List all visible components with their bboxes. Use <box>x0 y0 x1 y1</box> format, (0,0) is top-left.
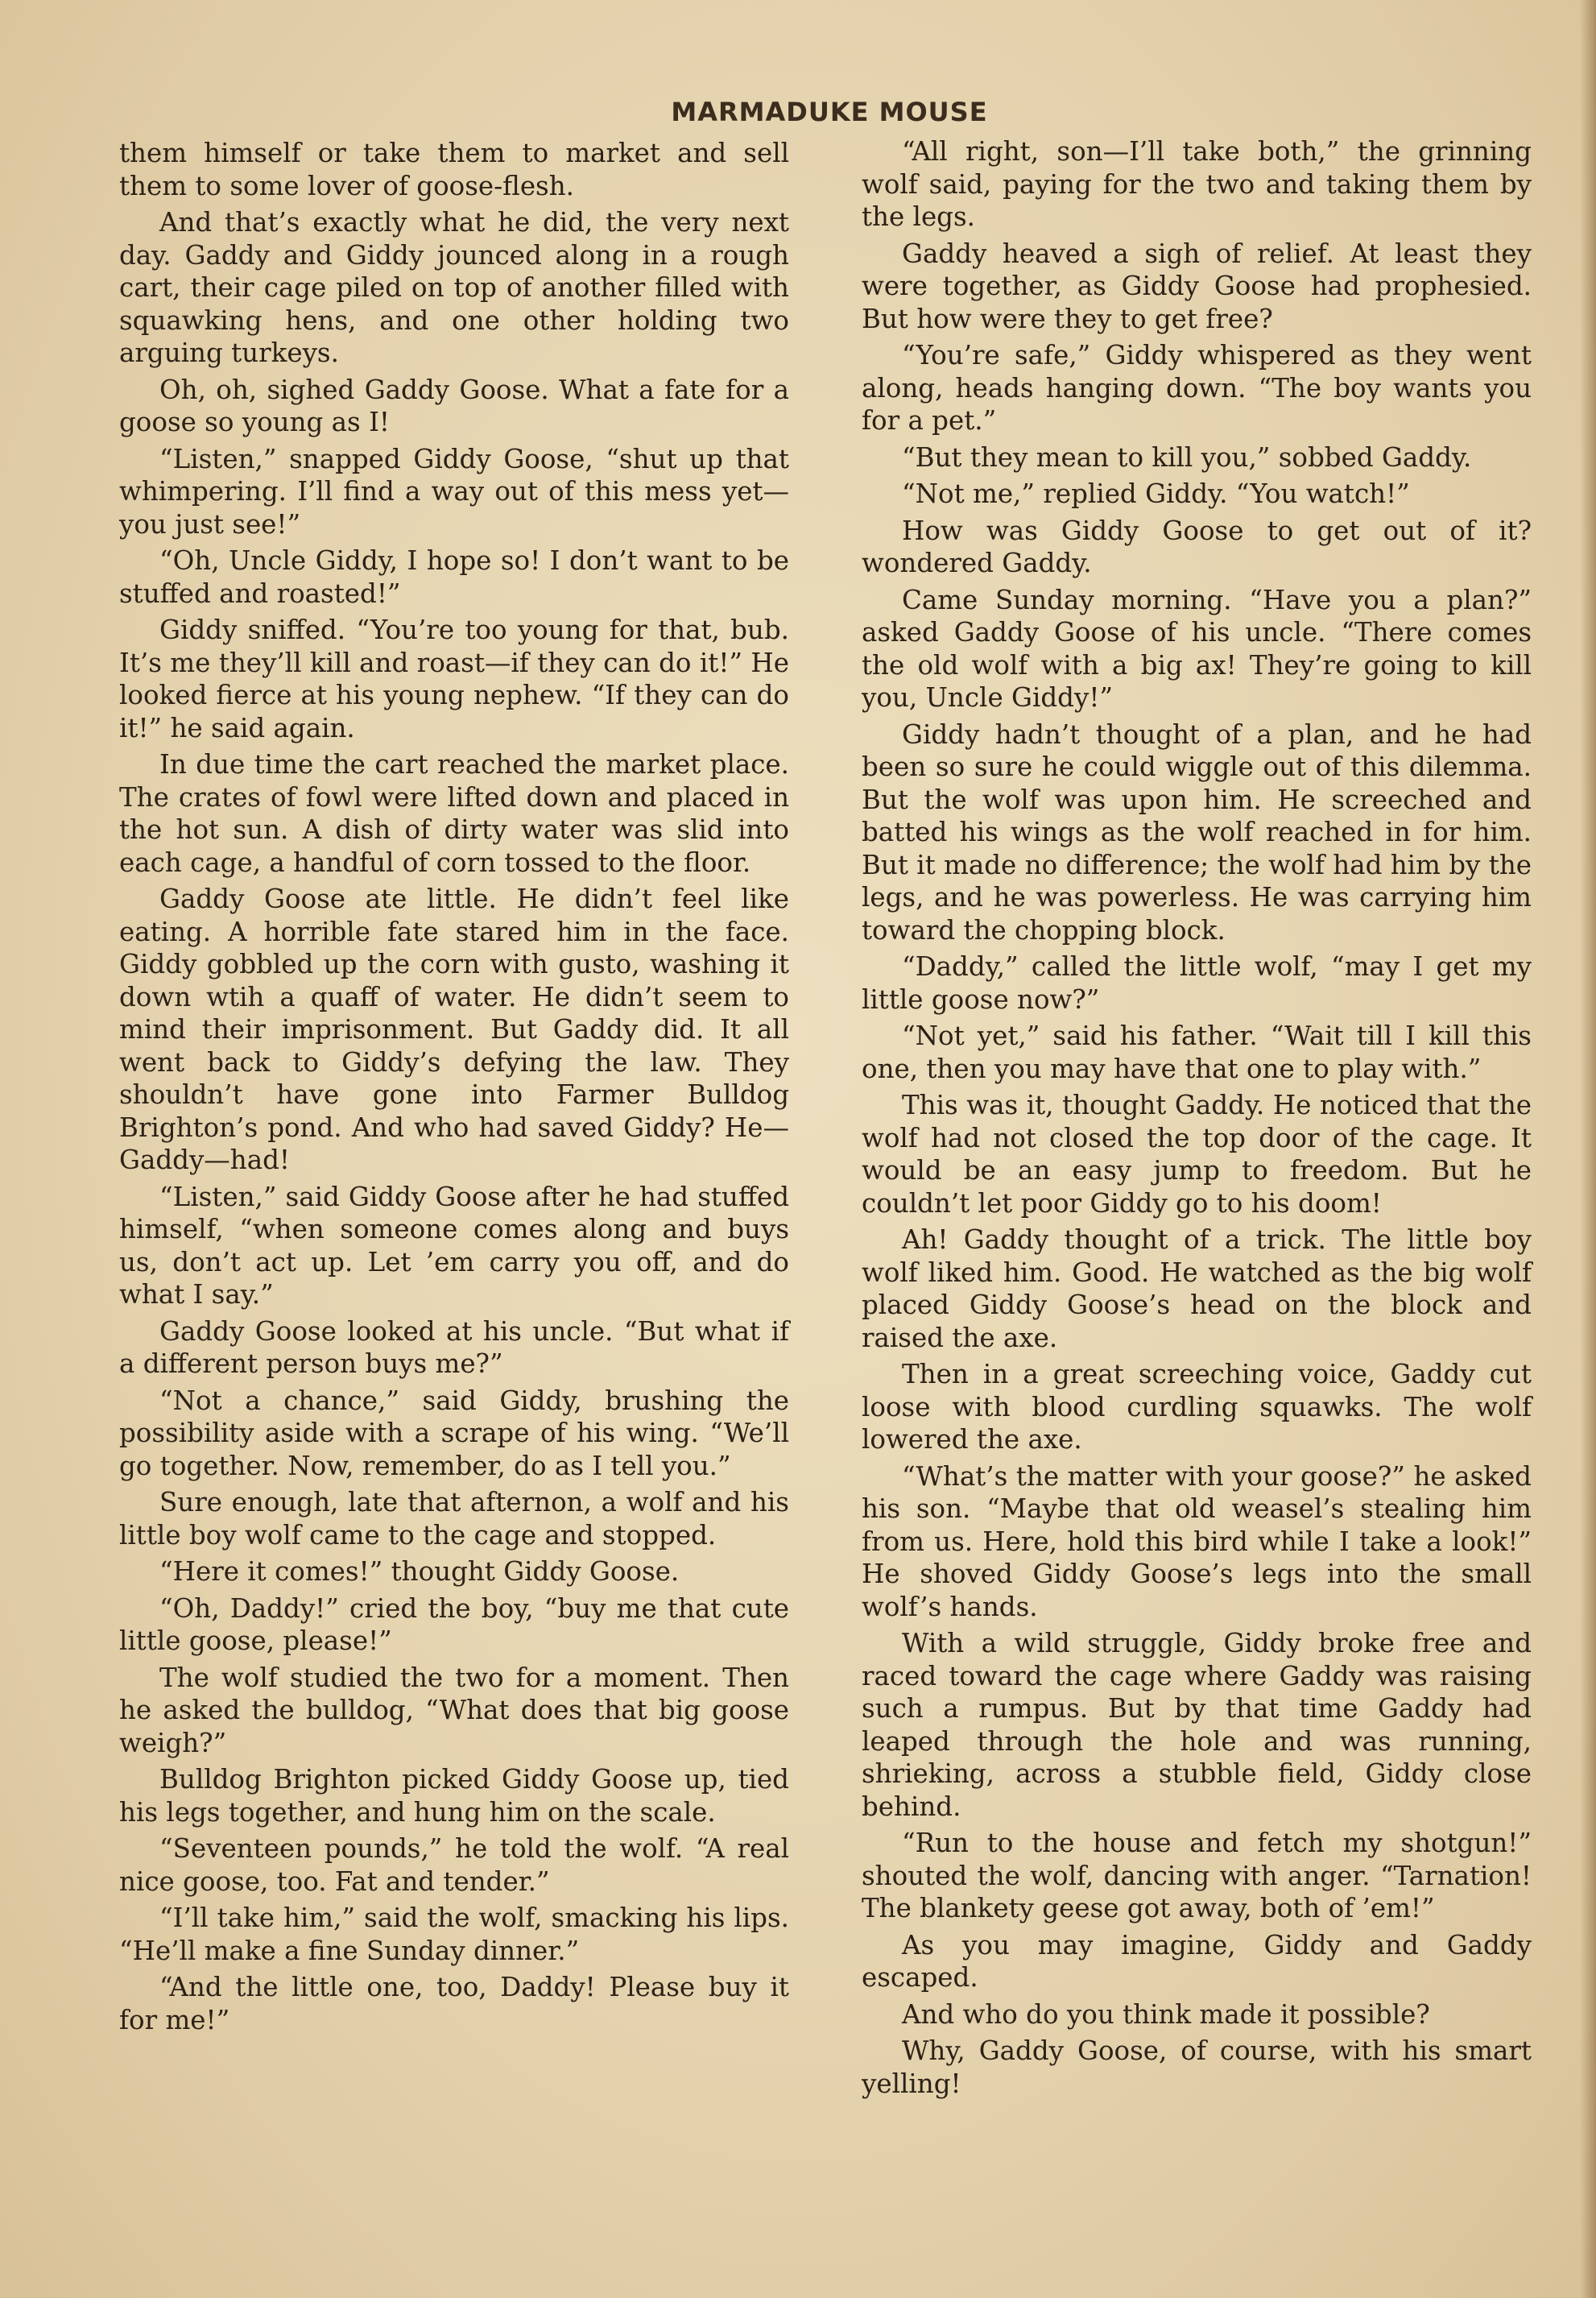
paragraph: Then in a great screeching voice, Gaddy cut loose with blood curdling squawks. The wolf lowered the axe. <box>862 1359 1532 1455</box>
paragraph: And who do you think made it possible? <box>902 1998 1430 2030</box>
paragraph: “All right, son—I’ll take both,” the grinning wolf said, paying for the two and taking them by the legs. <box>862 136 1532 232</box>
right-column <box>862 135 1532 2104</box>
paragraph: “And the little one, too, Daddy! Please buy it for me!” <box>119 1972 789 2035</box>
paragraph: “Daddy,” called the little wolf, “may I get my little goose now?” <box>862 951 1532 1015</box>
paragraph: “Not a chance,” said Giddy, brushing the possibility aside with a scrape of his wing. “We’ll go together. Now, remember, do as I tell you.” <box>119 1385 789 1481</box>
paragraph: “I’ll take him,” said the wolf, smacking his lips. “He’ll make a fine Sunday dinner.” <box>119 1903 789 1966</box>
paragraph: Gaddy Goose ate little. He didn’t feel like eating. A horrible fate stared him in the face. Giddy gobbled up the corn with gusto, washing it down wtih a quaff of water. He didn’t seem to mind their imprisonment. But Gaddy did. It all went back to Giddy’s defying the law. They shouldn’t have gone into Farmer Bulldog Brighton’s pond. And who had saved Giddy? He—Gaddy—had! <box>119 884 789 1175</box>
paragraph: “Not me,” replied Giddy. “You watch!” <box>902 478 1410 509</box>
paragraph: Oh, oh, sighed Gaddy Goose. What a fate for a goose so young as I! <box>119 374 789 437</box>
page-header: MARMADUKE MOUSE <box>671 97 988 127</box>
paragraph: “Listen,” said Giddy Goose after he had stuffed himself, “when someone comes along and buys us, don’t act up. Let ’em carry you off, and do what I say.” <box>119 1181 789 1310</box>
paragraph: Bulldog Brighton picked Giddy Goose up, tied his legs together, and hung him on the scale. <box>119 1764 789 1828</box>
paragraph: “Seventeen pounds,” he told the wolf. “A real nice goose, too. Fat and tender.” <box>119 1833 789 1897</box>
page-edge-shadow <box>1580 0 1596 2298</box>
paragraph: Why, Gaddy Goose, of course, with his smart yelling! <box>862 2035 1532 2099</box>
paragraph: The wolf studied the two for a moment. Then he asked the bulldog, “What does that big goose weigh?” <box>119 1662 789 1758</box>
paragraph: “What’s the matter with your goose?” he asked his son. “Maybe that old weasel’s stealing him from us. Here, hold this bird while I take a look!” He shoved Giddy Goose’s legs into the small wolf’s hands. <box>862 1460 1532 1622</box>
paragraph: This was it, thought Gaddy. He noticed that the wolf had not closed the top door of the cage. It would be an easy jump to freedom. But he couldn’t let poor Giddy go to his doom! <box>862 1090 1532 1219</box>
paragraph: With a wild struggle, Giddy broke free and raced toward the cage where Gaddy was raising such a rumpus. But by that time Gaddy had leaped through the hole and was running, shrieking, across a stubble field, Giddy close behind. <box>862 1628 1532 1822</box>
paragraph: “Oh, Daddy!” cried the boy, “buy me that cute little goose, please!” <box>119 1592 789 1656</box>
paragraph: “Not yet,” said his father. “Wait till I kill this one, then you may have that one to play with.” <box>862 1021 1532 1084</box>
paragraph: “You’re safe,” Giddy whispered as they went along, heads hanging down. “The boy wants you for a pet.” <box>862 340 1532 436</box>
paragraph: As you may imagine, Giddy and Gaddy escaped. <box>862 1929 1532 1993</box>
paragraph: How was Giddy Goose to get out of it? wondered Gaddy. <box>862 515 1532 578</box>
paragraph: Gaddy heaved a sigh of relief. At least they were together, as Giddy Goose had prophesied. But how were they to get free? <box>862 238 1532 334</box>
paragraph: Gaddy Goose looked at his uncle. “But what if a different person buys me?” <box>119 1315 789 1379</box>
left-column <box>119 137 789 2040</box>
paragraph: Giddy sniffed. “You’re too young for that, bub. It’s me they’ll kill and roast—if they can do it!” He looked fierce at his young nephew. “If they can do it!” he said again. <box>119 615 789 743</box>
paragraph: “Run to the house and fetch my shotgun!” shouted the wolf, dancing with anger. “Tarnation! The blankety geese got away, both of ’em!” <box>862 1828 1532 1923</box>
paragraph: And that’s exactly what he did, the very next day. Gaddy and Giddy jounced along in a rough cart, their cage piled on top of another filled with squawking hens, and one other holding two arguing turkeys. <box>119 207 789 368</box>
paragraph: “Listen,” snapped Giddy Goose, “shut up that whimpering. I’ll find a way out of this mess yet—you just see!” <box>119 443 789 540</box>
paragraph: Sure enough, late that afternon, a wolf and his little boy wolf came to the cage and stopped. <box>119 1487 789 1551</box>
paragraph: Giddy hadn’t thought of a plan, and he had been so sure he could wiggle out of this dilemma. But the wolf was upon him. He screeched and batted his wings as the wolf reached in for him. But it made no difference; the wolf had him by the legs, and he was powerless. He was carrying him toward the chopping block. <box>862 718 1532 946</box>
paragraph: “But they mean to kill you,” sobbed Gaddy. <box>902 441 1472 473</box>
paragraph: “Here it comes!” thought Giddy Goose. <box>159 1556 680 1587</box>
paragraph: Ah! Gaddy thought of a trick. The little boy wolf liked him. Good. He watched as the big wolf placed Giddy Goose’s head on the block and raised the axe. <box>862 1224 1532 1353</box>
paragraph: In due time the cart reached the market place. The crates of fowl were lifted down and placed in the hot sun. A dish of dirty water was slid into each cage, a handful of corn tossed to the floor. <box>119 749 789 878</box>
paragraph: them himself or take them to market and sell them to some lover of goose-flesh. <box>119 138 789 201</box>
paragraph: Came Sunday morning. “Have you a plan?” asked Gaddy Goose of his uncle. “There comes the old wolf with a big ax! They’re going to kill you, Uncle Giddy!” <box>862 584 1532 713</box>
paragraph: “Oh, Uncle Giddy, I hope so! I don’t want to be stuffed and roasted!” <box>119 545 789 609</box>
